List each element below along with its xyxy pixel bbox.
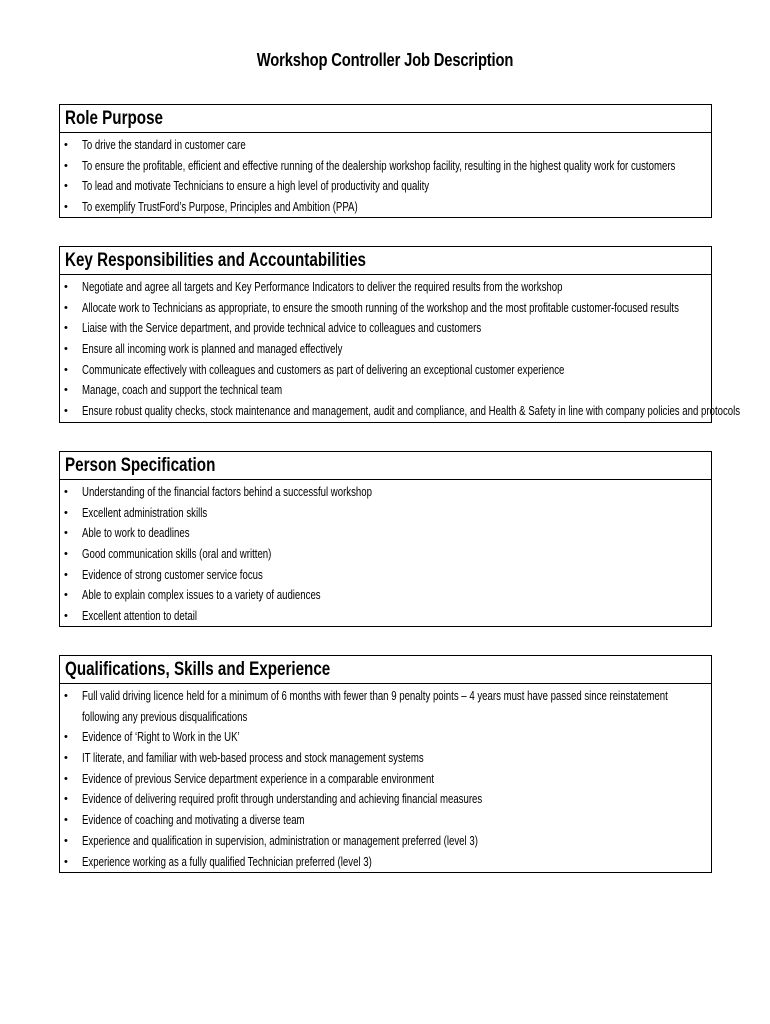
- list-item-text: To exemplify TrustFord’s Purpose, Principles and Ambition (PPA): [82, 200, 358, 215]
- list-item-text: Communicate effectively with colleagues and customers as part of delivering an exceptional customer experience: [82, 362, 565, 377]
- section-key-responsibilities: [59, 246, 741, 423]
- list-item: [60, 298, 711, 319]
- bullet-icon: •: [64, 814, 68, 827]
- list-item-text: Evidence of previous Service department experience in a comparable environment: [82, 771, 435, 786]
- list-item-text: Excellent administration skills: [82, 505, 208, 520]
- list-item-text: Manage, coach and support the technical team: [82, 383, 283, 398]
- list-item: [60, 482, 711, 503]
- list-item-text: Understanding of the financial factors behind a successful workshop: [82, 485, 372, 499]
- bullet-icon: •: [64, 855, 68, 868]
- list-item-text: Evidence of ‘Right to Work in the UK’: [82, 730, 240, 745]
- list-item: [60, 318, 711, 339]
- bullet-list: [60, 133, 711, 218]
- list-item: [60, 197, 711, 218]
- list-item: [60, 401, 741, 422]
- list-item: [60, 156, 711, 177]
- list-item-text: Able to explain complex issues to a variety of audiences: [82, 588, 321, 603]
- list-item: [60, 339, 711, 360]
- section-heading: Key Responsibilities and Accountabilities: [65, 250, 366, 271]
- list-item: [60, 831, 711, 852]
- bullet-icon: •: [64, 793, 68, 806]
- list-item-text: Allocate work to Technicians as appropriate, to ensure the smooth running of the workshop and the most profitable customer-focused results: [82, 300, 679, 315]
- bullet-icon: •: [64, 322, 68, 335]
- bullet-icon: •: [64, 506, 68, 519]
- section-heading: Person Specification: [65, 455, 216, 476]
- section-header: [60, 247, 711, 275]
- bullet-icon: •: [64, 139, 68, 151]
- list-item: [60, 789, 711, 810]
- list-item: [60, 135, 711, 156]
- list-item-text: To lead and motivate Technicians to ensure a high level of productivity and quality: [82, 179, 430, 194]
- bullet-icon: •: [64, 384, 68, 397]
- list-item-text: IT literate, and familiar with web-based process and stock management systems: [82, 751, 424, 766]
- list-item: [60, 585, 711, 606]
- section-qualifications: [59, 655, 712, 873]
- list-item: [60, 176, 711, 197]
- list-item: [60, 360, 711, 381]
- list-item-text: Excellent attention to detail: [82, 609, 198, 624]
- list-item-text: Evidence of delivering required profit through understanding and achieving financial measures: [82, 792, 483, 807]
- bullet-icon: •: [64, 363, 68, 376]
- section-heading: Role Purpose: [65, 108, 163, 129]
- list-item-text: Ensure all incoming work is planned and managed effectively: [82, 342, 343, 357]
- list-item-text: To ensure the profitable, efficient and effective running of the dealership workshop facility, resulting in the highest quality work for customers: [82, 158, 676, 173]
- bullet-icon: •: [64, 752, 68, 765]
- bullet-icon: •: [64, 486, 68, 498]
- list-item: [60, 686, 711, 727]
- bullet-icon: •: [64, 180, 68, 193]
- list-item-text: To drive the standard in customer care: [82, 138, 246, 152]
- list-item-text: Experience and qualification in supervision, administration or management preferred (level 3): [82, 833, 478, 848]
- list-item: [60, 748, 711, 769]
- bullet-icon: •: [64, 690, 68, 702]
- bullet-list: [60, 480, 711, 627]
- list-item-text: Good communication skills (oral and written): [82, 547, 272, 562]
- section-heading: Qualifications, Skills and Experience: [65, 659, 331, 680]
- list-item: [60, 852, 711, 873]
- list-item-text: Experience working as a fully qualified Technician preferred (level 3): [82, 854, 372, 869]
- list-item: [60, 727, 711, 748]
- bullet-icon: •: [64, 772, 68, 785]
- bullet-icon: •: [64, 201, 68, 214]
- section-header: [60, 656, 711, 684]
- list-item-text: Able to work to deadlines: [82, 526, 190, 541]
- list-item: [60, 606, 711, 627]
- list-item: [60, 544, 711, 565]
- bullet-icon: •: [64, 731, 68, 744]
- list-item-text: Evidence of strong customer service focus: [82, 567, 263, 582]
- section-role-purpose: [59, 104, 712, 218]
- bullet-icon: •: [64, 301, 68, 314]
- bullet-list: [60, 684, 711, 872]
- list-item-text: Liaise with the Service department, and provide technical advice to colleagues and customers: [82, 321, 482, 336]
- list-item: [60, 503, 711, 524]
- bullet-icon: •: [64, 281, 68, 293]
- section-person-specification: [59, 451, 712, 627]
- bullet-icon: •: [64, 568, 68, 581]
- bullet-icon: •: [64, 589, 68, 602]
- list-item: [60, 565, 711, 586]
- bullet-icon: •: [64, 405, 68, 418]
- bullet-icon: •: [64, 159, 68, 172]
- document-title: Workshop Controller Job Description: [256, 50, 514, 70]
- section-header: [60, 105, 711, 133]
- bullet-icon: •: [64, 834, 68, 847]
- list-item-text: Ensure robust quality checks, stock maintenance and management, audit and compliance, and Health & Safety in line with company policies and protocols: [82, 404, 741, 419]
- list-item: [60, 523, 711, 544]
- list-item-text: Evidence of coaching and motivating a diverse team: [82, 813, 305, 828]
- list-item: [60, 277, 711, 298]
- bullet-list: [60, 275, 741, 422]
- bullet-icon: •: [64, 610, 68, 623]
- list-item-text: Negotiate and agree all targets and Key Performance Indicators to deliver the required results from the workshop: [82, 280, 563, 294]
- bullet-icon: •: [64, 548, 68, 561]
- list-item: [60, 769, 711, 790]
- list-item-text: Full valid driving licence held for a minimum of 6 months with fewer than 9 penalty points – 4 years must have passed since reinstatement following any previous disqualifications: [82, 689, 668, 724]
- bullet-icon: •: [64, 527, 68, 540]
- list-item: [60, 380, 711, 401]
- list-item: [60, 810, 711, 831]
- bullet-icon: •: [64, 343, 68, 356]
- section-header: [60, 452, 711, 480]
